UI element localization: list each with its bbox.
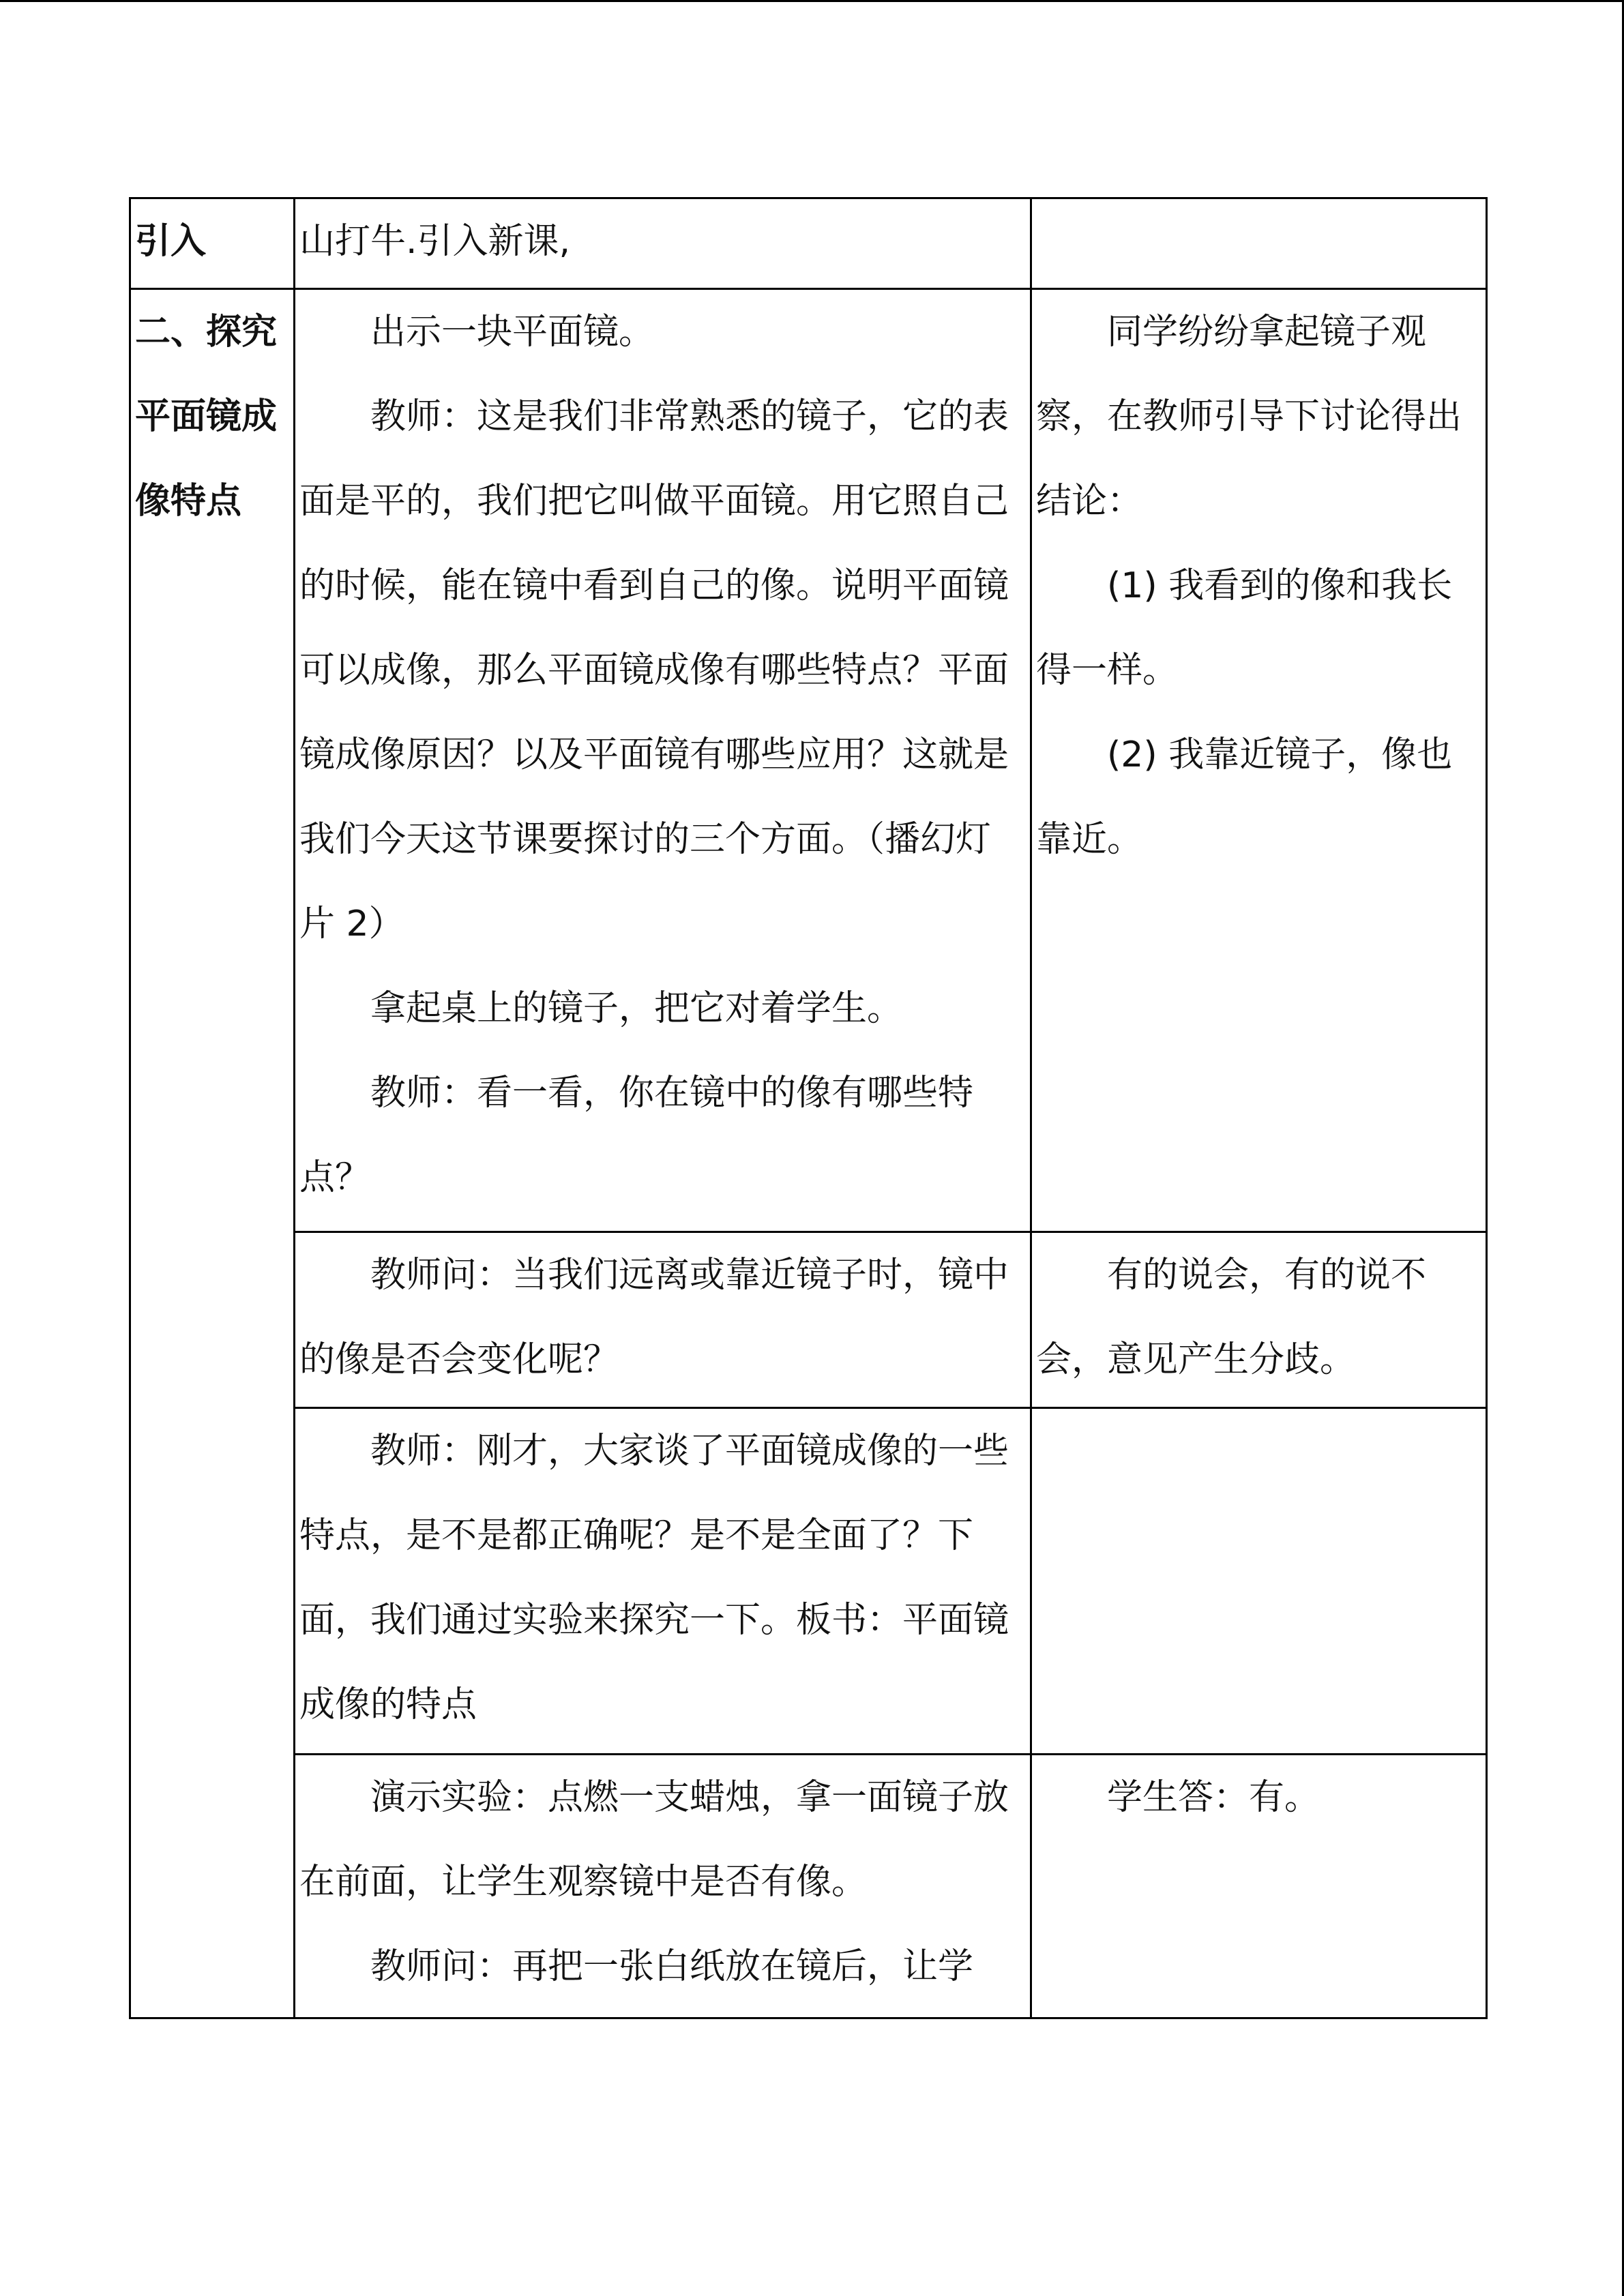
table-row <box>130 198 1487 289</box>
student-activity-cell <box>1031 1755 1487 2018</box>
teacher-activity-cell <box>295 1408 1031 1755</box>
teacher-paragraph: 山打牛.引入新课, <box>299 221 571 262</box>
table-row <box>130 1408 1487 1755</box>
teacher-activity-cell <box>295 289 1031 1232</box>
student-activity-cell <box>1031 289 1487 1232</box>
teacher-paragraph: 拿起桌上的镜子，把它对着学生。 <box>370 988 903 1029</box>
stage-cell <box>130 289 295 2018</box>
stage-cell <box>130 198 295 289</box>
teacher-paragraph: 教师：看一看，你在镜中的像有哪些特点？ <box>299 1073 974 1198</box>
student-activity-cell <box>1031 1232 1487 1408</box>
teacher-paragraph: 教师：刚才，大家谈了平面镜成像的一些特点，是不是都正确呢？是不是全面了？下面，我们通过实验来探究一下。板书：平面镜成像的特点 <box>299 1431 1009 1725</box>
teacher-paragraph: 教师问：再把一张白纸放在镜后，让学 <box>370 1946 974 1987</box>
student-paragraph: 同学纷纷拿起镜子观察，在教师引导下讨论得出结论： <box>1036 312 1462 522</box>
table-row <box>130 1755 1487 2018</box>
student-activity-cell <box>1031 1408 1487 1755</box>
stage-label: 引入 <box>135 221 207 262</box>
stage-label: 二、探究平面镜成像特点 <box>135 312 278 522</box>
student-activity-cell <box>1031 198 1487 289</box>
table-row <box>130 1232 1487 1408</box>
lesson-plan-table <box>129 197 1488 2019</box>
teacher-activity-cell <box>295 1755 1031 2018</box>
page-edge-top <box>0 0 1624 2</box>
teacher-activity-cell <box>295 1232 1031 1408</box>
teacher-paragraph: 教师：这是我们非常熟悉的镜子，它的表面是平的，我们把它叫做平面镜。用它照自己的时候，能在镜中看到自己的像。说明平面镜可以成像，那么平面镜成像有哪些特点？平面镜成像原因？以及平面镜有哪些应用？这就是我们今天这节课要探讨的三个方面。（播幻灯片 2） <box>299 396 1009 944</box>
teacher-paragraph: 教师问：当我们远离或靠近镜子时，镜中的像是否会变化呢？ <box>299 1255 1009 1380</box>
table-row <box>130 289 1487 1232</box>
teacher-paragraph: 演示实验：点燃一支蜡烛，拿一面镜子放在前面，让学生观察镜中是否有像。 <box>299 1777 1009 1903</box>
teacher-paragraph: 出示一块平面镜。 <box>370 312 655 353</box>
student-paragraph: (2) 我靠近镜子，像也靠近。 <box>1036 734 1453 860</box>
teacher-activity-cell <box>295 198 1031 289</box>
student-paragraph: 学生答：有。 <box>1107 1777 1320 1818</box>
student-paragraph: 有的说会，有的说不会，意见产生分歧。 <box>1036 1255 1427 1380</box>
student-paragraph: (1) 我看到的像和我长得一样。 <box>1036 565 1453 691</box>
